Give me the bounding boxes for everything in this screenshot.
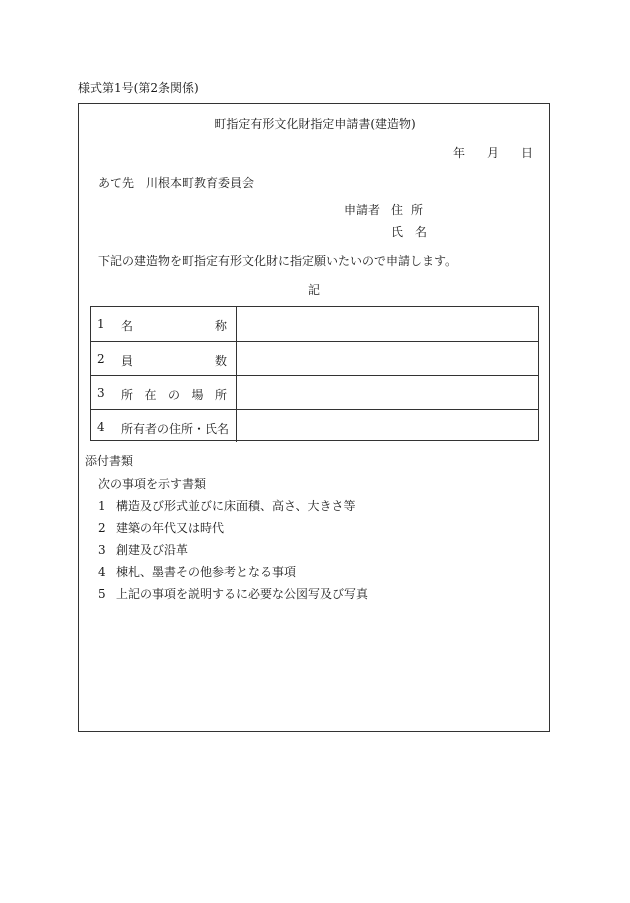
- table-row: [91, 375, 538, 409]
- document-title: 町指定有形文化財指定申請書(建造物): [214, 117, 416, 131]
- table-row: [91, 307, 538, 341]
- attachments-intro: 次の事項を示す書類: [98, 477, 207, 491]
- attachment-text: 創建及び沿革: [116, 543, 189, 557]
- owner-value-cell[interactable]: [236, 410, 538, 442]
- table-row: [91, 409, 538, 442]
- row-number: 3: [97, 386, 105, 400]
- label-text: 所有者の住所・氏名: [121, 422, 230, 436]
- attachments-heading: 添付書類: [85, 454, 134, 468]
- attachment-text: 上記の事項を説明するに必要な公図写及び写真: [116, 587, 369, 601]
- name-value-cell[interactable]: [236, 307, 538, 341]
- items-table: [90, 306, 539, 441]
- table-row: [91, 341, 538, 375]
- attachment-item: [98, 565, 296, 579]
- application-statement: 下記の建造物を町指定有形文化財に指定願いたいので申請します。: [98, 254, 458, 268]
- date-day-label: 日: [521, 146, 534, 160]
- row-number: 4: [97, 420, 105, 434]
- count-value-cell[interactable]: [236, 342, 538, 375]
- applicant-label: 申請者: [344, 203, 381, 217]
- row-number: 2: [97, 352, 105, 366]
- attachment-item: [98, 543, 188, 557]
- attachment-item: [98, 587, 368, 601]
- date-month-label: 月: [487, 146, 500, 160]
- attachment-number: 5: [98, 587, 106, 601]
- row-label: [97, 420, 231, 434]
- form-number: 様式第1号(第2条関係): [78, 81, 199, 95]
- attachment-number: 2: [98, 521, 106, 535]
- ki-heading: 記: [308, 283, 321, 297]
- row-label: [97, 386, 231, 400]
- attachment-number: 4: [98, 565, 106, 579]
- label-char: 所: [214, 388, 227, 402]
- attachment-text: 棟札、墨書その他参考となる事項: [116, 565, 297, 579]
- attachment-text: 構造及び形式並びに床面積、高さ、大きさ等: [116, 499, 356, 513]
- attachment-item: [98, 521, 224, 535]
- attachment-item: [98, 499, 356, 513]
- row-label: [97, 317, 231, 331]
- attachment-number: 3: [98, 543, 106, 557]
- location-value-cell[interactable]: [236, 376, 538, 409]
- label-char: 名: [121, 319, 134, 333]
- attachment-number: 1: [98, 499, 106, 513]
- label-char: 称: [214, 319, 227, 333]
- label-char: の: [167, 388, 180, 402]
- label-char: 数: [214, 354, 227, 368]
- addressee: あて先 川根本町教育委員会: [98, 176, 255, 190]
- date-year-label: 年: [453, 146, 466, 160]
- label-char: 在: [144, 388, 157, 402]
- applicant-name-label: 氏名: [391, 225, 440, 239]
- attachment-text: 建築の年代又は時代: [116, 521, 225, 535]
- label-char: 場: [191, 388, 204, 402]
- label-char: 員: [121, 354, 134, 368]
- applicant-address-label: 住所: [391, 203, 432, 217]
- label-char: 所: [121, 388, 134, 402]
- row-number: 1: [97, 317, 105, 331]
- row-label: [97, 352, 231, 366]
